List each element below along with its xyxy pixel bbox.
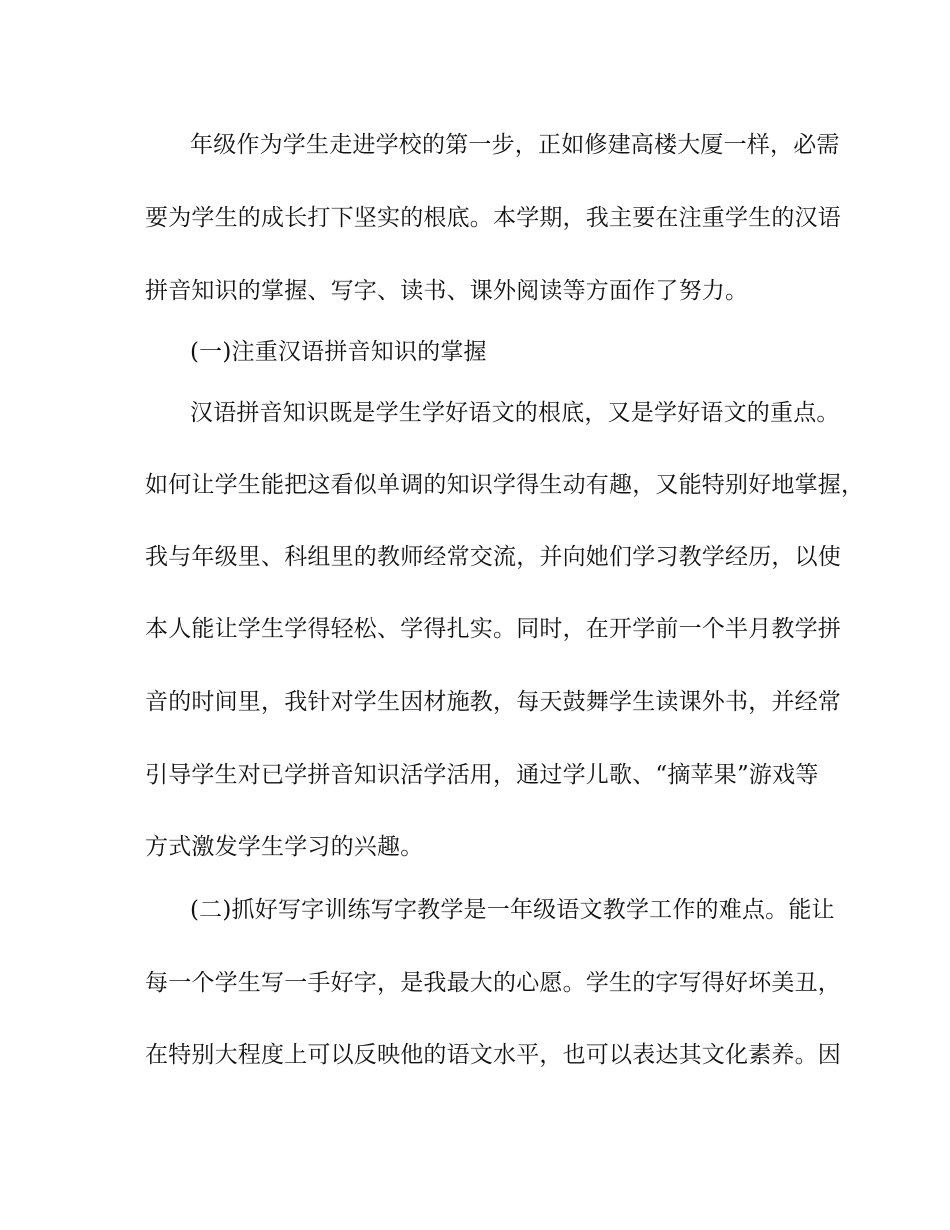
paragraph-line: 本人能让学生学得轻松、学得扎实。同时，在开学前一个半月教学拼	[145, 616, 841, 642]
paragraph-line: 要为学生的成长打下坚实的根底。本学期，我主要在注重学生的汉语	[145, 205, 841, 231]
section-heading: (二)抓好写字训练写字教学是一年级语文教学工作的难点。能让	[190, 897, 835, 923]
paragraph-line: 汉语拼音知识既是学生学好语文的根底，又是学好语文的重点。	[190, 400, 840, 426]
paragraph-line: 方式激发学生学习的兴趣。	[145, 834, 424, 860]
paragraph-line: 引导学生对已学拼音知识活学活用，通过学儿歌、“摘苹果”游戏等	[145, 762, 819, 788]
paragraph-line: 拼音知识的掌握、写字、读书、课外阅读等方面作了努力。	[145, 278, 749, 304]
section-heading: (一)注重汉语拼音知识的掌握	[190, 339, 487, 365]
paragraph-line: 音的时间里，我针对学生因材施教，每天鼓舞学生读课外书，并经常	[145, 689, 841, 715]
paragraph-line: 在特别大程度上可以反映他的语文水平，也可以表达其文化素养。因	[145, 1042, 841, 1068]
paragraph-line: 如何让学生能把这看似单调的知识学得生动有趣，又能特别好地掌握，	[145, 472, 865, 498]
paragraph-line: 年级作为学生走进学校的第一步，正如修建高楼大厦一样，必需	[190, 132, 840, 158]
paragraph-line: 每一个学生写一手好字，是我最大的心愿。学生的字写得好坏美丑，	[145, 970, 841, 996]
paragraph-line: 我与年级里、科组里的教师经常交流，并向她们学习教学经历，以使	[145, 544, 841, 570]
